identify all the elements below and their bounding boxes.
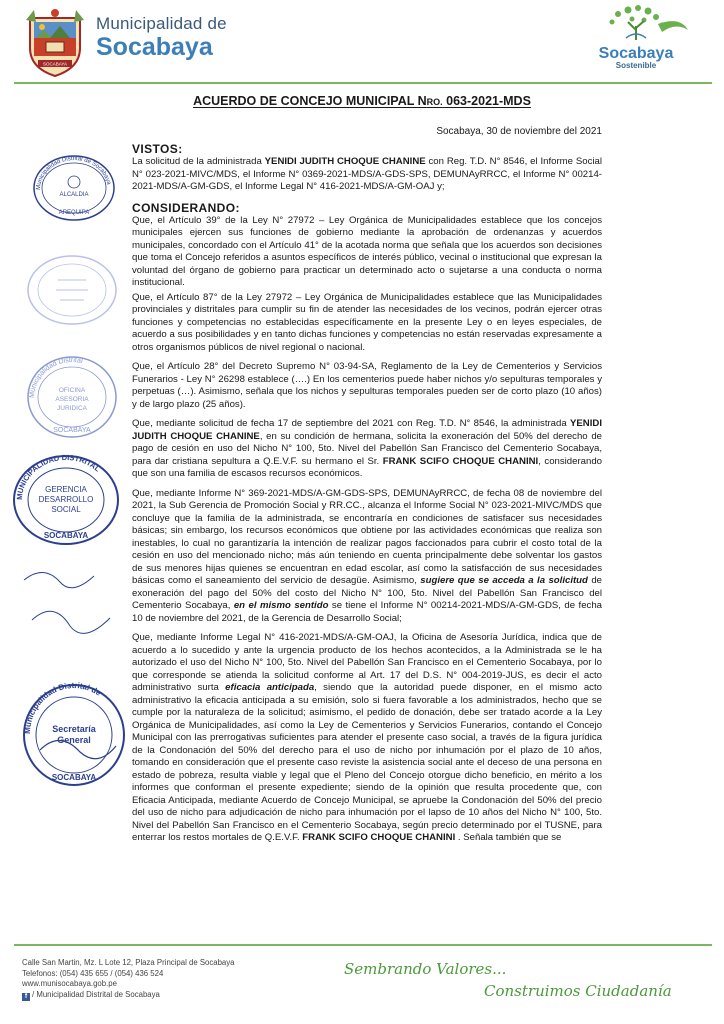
stamp2-line1: OFICINA xyxy=(58,387,86,394)
municipal-crest-logo xyxy=(22,8,88,78)
vistos-paragraph xyxy=(132,156,602,194)
vistos-text-a: La solicitud de la administrada xyxy=(132,156,265,167)
margin-signatures xyxy=(14,560,124,650)
footer-divider xyxy=(14,944,712,946)
p4-text-a: Que, mediante solicitud de fecha 17 de septiembre del 2021 con Reg. T.D. N° 8546, la administrada xyxy=(132,418,570,429)
stamp1-mid-text: ALCALDIA xyxy=(59,192,89,198)
stamp2-line3: JURIDICA xyxy=(57,405,87,412)
stamp3-line3: SOCIAL xyxy=(51,505,81,514)
p4-text-b: , en su condición de hermana, solicita la exoneración del 50% del derecho de pago de cesión en uso del Nicho N° 100, 5to. Nivel del Pabellón San Francisco del Cementerio Socabaya, para dar cristiana sepultura a Q.E.V.F. su hermano el Sr. xyxy=(132,430,602,467)
faint-stamp xyxy=(22,250,122,330)
p5-text-c: se tiene el Informe N° 00214-2021-MDS/A-GM-GDS, de fecha 10 de noviembre del 2021, de la Gerencia de Desarrollo Social; xyxy=(132,600,602,624)
stamp3-top-text: MUNICIPALIDAD DISTRITAL xyxy=(14,452,102,501)
slogan-line2: Construimos Ciudadanía xyxy=(484,982,672,1000)
desarrollo-social-stamp xyxy=(10,452,122,548)
title-main: ACUERDO DE CONCEJO MUNICIPAL N xyxy=(193,94,427,108)
p6-text-b: , siendo que la autoridad puede disponer, en el mismo acto administrativo la eficacia anticipada a su emisión, solo si fuera favorable a los administrados, hecho que se cumple por la naturaleza de la solicitud; asimismo, el pedido de donación, debe ser tratado acorde a la Ley Orgánica de Municipalidades, así como la Ley de Cementerios y Servicios Funerarios, contando el Concejo Municipal con las prerrogativas suficientes para atender el presente caso social, a través de la figura jurídica de la Condonación del 50% del derecho para el uso de nicho por inhumación por el plazo de 10 años, tomando en consideración que el presente caso reviste la asistencia social ante el deceso de una persona en estado de pobreza, resulta viable y legal que el Pleno del Concejo otorgue dicho beneficio, en mérito a los informes que conforman el presente expediente; siendo de la opinión que resulta procedente que, con Eficacia Anticipada, mediante Acuerdo de Concejo Municipal, se apruebe la Condonación del 50% del precio del uso de nicho para adjudicación de nicho para inhumación por el lapso de 10 años del Nicho N° 100, 5to. Nivel del Pabellón San Francisco en el Cementerio Socabaya, según precio determinado por el TUSNE, para enterrar los restos mortales de Q.E.V.F. xyxy=(132,682,602,843)
stamp2-top-text: Municipalidad Distrital xyxy=(28,356,84,399)
stamp4-line2: General xyxy=(57,735,91,745)
p6-emphasis-1: eficacia anticipada xyxy=(225,682,315,693)
document-date: Socabaya, 30 de noviembre del 2021 xyxy=(436,126,602,137)
stamp2-bot-text: SOCABAYA xyxy=(53,427,91,434)
p5-emphasis-2: en el mismo sentido xyxy=(233,600,329,611)
document-title xyxy=(0,94,724,108)
vistos-applicant-name: YENIDI JUDITH CHOQUE CHANINE xyxy=(264,156,426,167)
considerando-paragraph-3: Que, el Artículo 28° del Decreto Supremo N° 03-94-SA, Reglamento de la Ley de Cementerios y Servicios Funerarios - Ley N° 26298 establece (….) En los cementerios puede haber nichos y/o sepulturas temporales y perpetuas (…). Asimismo, señala que los nichos y sepulturas temporales pueden ser de corto plazo (10 años) y de largo plazo (25 años). xyxy=(132,361,602,410)
footer-facebook: / Municipalidad Distrital de Socabaya xyxy=(32,989,160,999)
p4-applicant-name: YENIDI JUDITH CHOQUE CHANINE xyxy=(132,418,602,442)
title-number: 063-2021-MDS xyxy=(442,94,531,108)
p6-deceased-name: FRANK SCIFO CHOQUE CHANINI xyxy=(302,832,456,843)
considerando-heading: CONSIDERANDO: xyxy=(132,200,240,215)
footer-website[interactable]: www.munisocabaya.gob.pe xyxy=(22,979,117,988)
alcaldia-stamp xyxy=(28,150,120,222)
p4-text-c: , considerando que son una familia de escasos recursos económicos. xyxy=(132,455,602,479)
stamp3-line1: GERENCIA xyxy=(45,485,87,494)
municipality-line1: Municipalidad de xyxy=(96,14,227,33)
p6-text-a: Que, mediante Informe Legal N° 416-2021-MDS/A-GM-OAJ, la Oficina de Asesoría Jurídica, indica que de acuerdo a lo sucedido y ante la urgencia producto de los hechos acontecidos, a la Administrada se le ha autorizado el uso del Nicho N° 100, 5to. Nivel del Pabellón San Francisco en el Cementerio Socabaya, por lo que corresponde se atienda la solicitud conforme al Art. 17 del D.S. N° 004-2019-JUS, es decir el acto administrativo surta xyxy=(132,632,602,693)
footer-phones: Telefonos: (054) 435 655 / (054) 436 524 xyxy=(22,968,164,978)
secretaria-general-stamp xyxy=(20,680,128,790)
p5-text-a: Que, mediante Informe N° 369-2021-MDS/A-GM-GDS-SPS, DEMUNAyRRCC, de fecha 08 de noviembre del 2021, la Sub Gerencia de Promoción Social y RR.CC., alcanza el Informe Social N° 023-2021-MIVC/MDS que concluye que la familia de la administrada, se encontraría en condiciones de satisfacer sus necesidades básicas; sin embargo, los recursos económicos que obtiene por las actividades económicas que realiza son inestables, lo cual no garantizaría la intención de realizar pagos faccionados para cubrir el costo total de la cesión en uso del mencionado nicho; más aún teniendo en cuenta principalmente debe solventar los gastos de sus menores hijas quienes se encuentran en edad escolar, así como la satisfacción de sus necesidades básicas como el saneamiento del servicio de desagüe. Asimismo, xyxy=(132,487,602,586)
considerando-paragraph-5 xyxy=(132,488,602,626)
p6-text-c: . Señala también que se xyxy=(455,832,562,843)
footer-facebook-row[interactable] xyxy=(22,990,235,1001)
vistos-heading: VISTOS: xyxy=(132,142,183,156)
svg-text:Municipalidad Distrital de Soc xyxy=(36,156,112,190)
facebook-icon: f xyxy=(22,993,30,1001)
stamp1-bot-text: AREQUIPA xyxy=(58,210,90,216)
stamp4-top-text: Municipalidad Distrital de xyxy=(22,680,103,735)
considerando-paragraph-1: Que, el Artículo 39° de la Ley N° 27972 – Ley Orgánica de Municipalidades establece que los concejos municipales ejercen sus funciones de gobierno mediante la aprobación de ordenanzas y acuerdos municipales, concordado con el Artículo 41° de la acotada norma que señala que los acuerdos son decisiones que toma el Concejo referidos a asuntos específicos de interés público, vecinal o institucional que expresan la voluntad del órgano de gobierno para practicar un determinado acto o sujetarse a una conducta o norma institucional. xyxy=(132,214,602,288)
stamp2-line2: ASESORIA xyxy=(55,396,89,403)
slogan-line1: Sembrando Valores... xyxy=(344,960,507,978)
stamp1-top-text: Municipalidad Distrital de Socabaya xyxy=(35,155,112,191)
municipality-line2: Socabaya xyxy=(96,33,213,61)
considerando-paragraph-2: Que, el Artículo 87° de la Ley 27972 – Ley Orgánica de Municipalidades establece que las Municipalidades provinciales y distritales para cumplir su fin de atender las necesidades de los vecinos, podrán ejercer otras funciones y competencias no establecidas específicamente en la presente Ley o en leyes especiales, de acuerdo a sus posibilidades y en tanto dichas funciones y competencias no están reservadas expresamente a otros organismos públicos de nivel regional o nacional. xyxy=(132,291,602,353)
socabaya-sostenible-logo xyxy=(572,4,702,72)
stamp4-bot-text: SOCABAYA xyxy=(51,773,97,782)
municipality-name xyxy=(96,14,227,60)
brand-name: Socabaya xyxy=(598,45,674,62)
footer-contact xyxy=(22,958,235,1001)
p5-text-b: de exoneración del pago del 50% del costo del Nicho N° 100, 5to. Nivel del Pabellón San Francisco del Cementerio Socabaya, xyxy=(132,575,602,611)
stamp4-line1: Secretaría xyxy=(52,724,96,734)
header-divider xyxy=(14,82,712,84)
brand-tagline: Sostenible xyxy=(615,61,657,70)
title-ro: RO. xyxy=(426,97,443,107)
vistos-text-b: con Reg. T.D. N° 8546, el Informe Social N° 023-2021-MIVC/MDS, el Informe N° 0369-2021-MDS/A-GDS-SPS, DEMUNAyRRCC, el Informe N° 00214-2021-MDS/A-GM-GDS, el Informe Legal N° 416-2021-MDS/A-GM-OAJ y; xyxy=(132,156,602,192)
considerando-paragraph-4 xyxy=(132,418,602,481)
stamp3-bot-text: SOCABAYA xyxy=(43,531,89,540)
stamp3-line2: DESARROLLO xyxy=(38,495,94,504)
asesoria-juridica-stamp xyxy=(22,352,122,442)
footer-address: Calle San Martin, Mz. L Lote 12, Plaza Principal de Socabaya xyxy=(22,958,235,967)
p4-deceased-name: FRANK SCIFO CHOQUE CHANINI xyxy=(382,455,539,467)
p5-emphasis-1: sugiere que se acceda a la solicitud xyxy=(420,575,588,586)
crest-ribbon-text: SOCABAYA xyxy=(42,61,68,67)
document-body xyxy=(132,142,602,847)
considerando-paragraph-6 xyxy=(132,632,602,845)
